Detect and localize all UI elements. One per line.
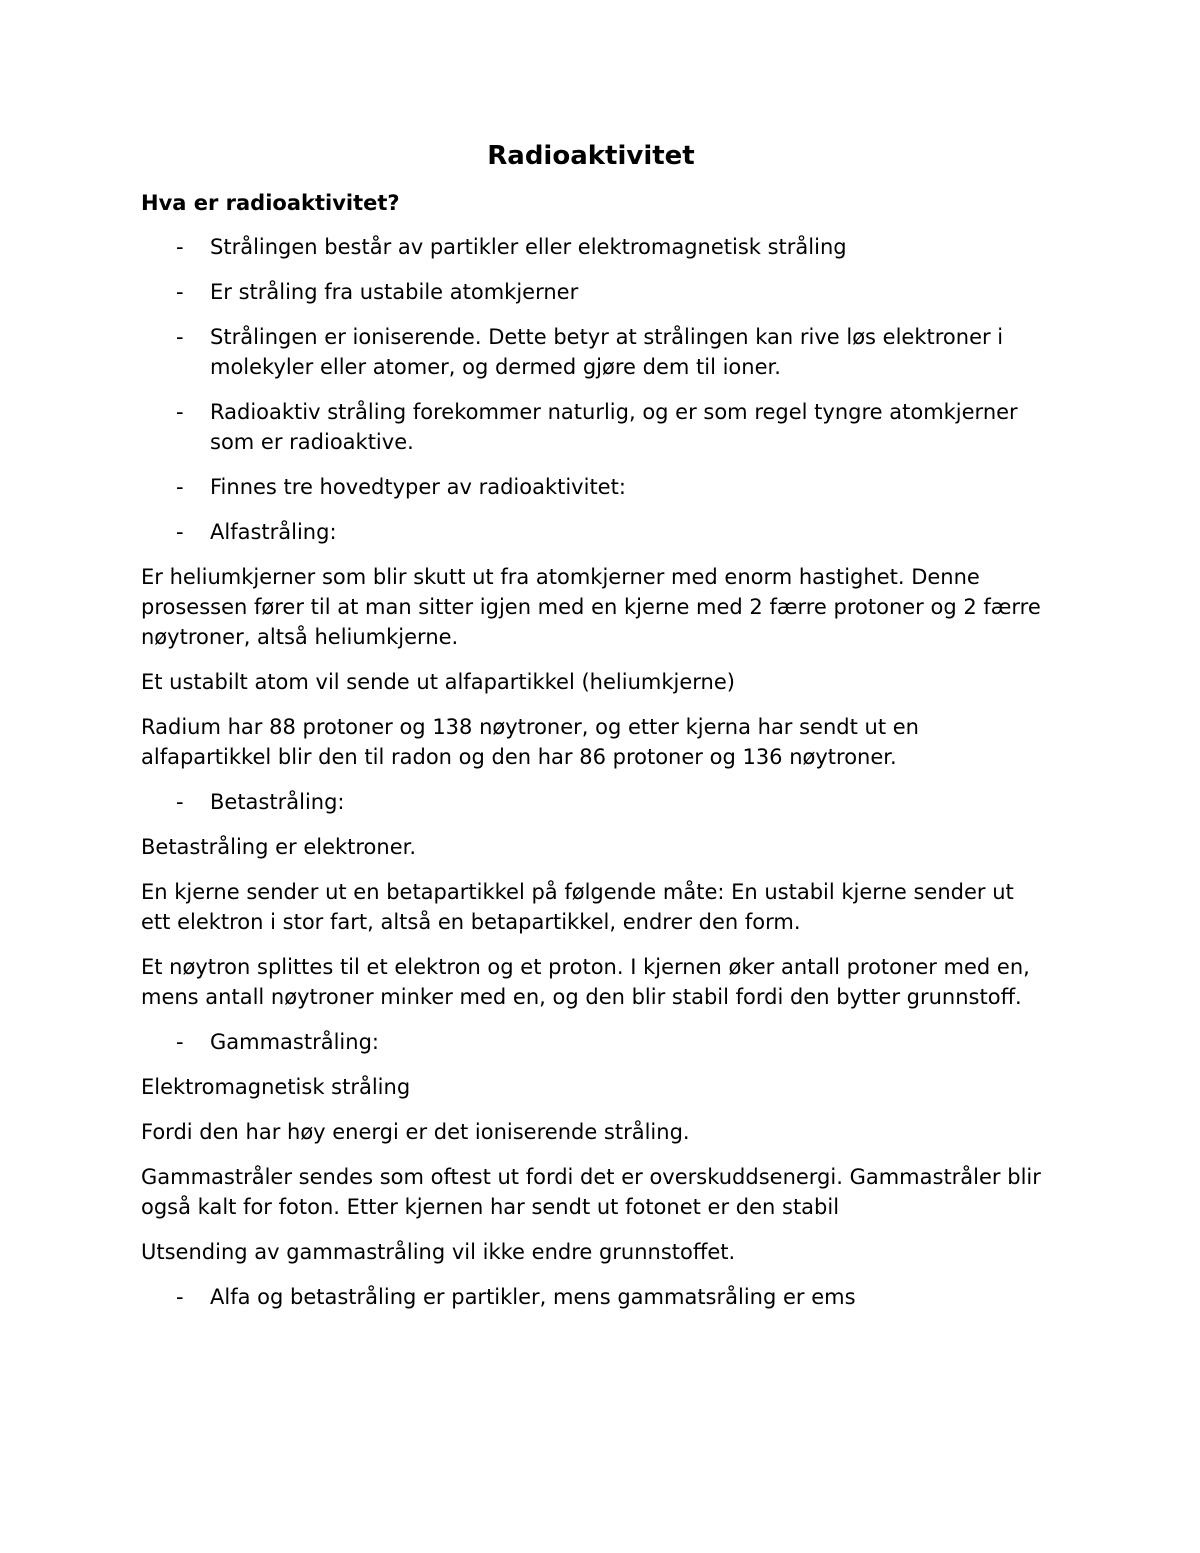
bullet-item	[141, 397, 1041, 457]
bullet-text: Alfastråling:	[210, 520, 337, 544]
bullet-marker: -	[176, 1030, 184, 1054]
bullet-item	[141, 1027, 1041, 1057]
paragraph: Elektromagnetisk stråling	[141, 1075, 411, 1099]
bullet-item	[141, 1282, 1041, 1312]
bullet-marker: -	[176, 400, 184, 424]
bullet-text: Strålingen er ioniserende. Dette betyr at strålingen kan rive løs elektroner i molekyler eller atomer, og dermed gjøre dem til ioner.	[210, 325, 1004, 379]
bullet-marker: -	[176, 790, 184, 814]
bullet-text: Gammastråling:	[210, 1030, 379, 1054]
bullet-item	[141, 232, 1041, 262]
bullet-text: Er stråling fra ustabile atomkjerner	[210, 280, 579, 304]
bullet-item	[141, 517, 1041, 547]
paragraph: En kjerne sender ut en betapartikkel på følgende måte: En ustabil kjerne sender ut ett elektron i stor fart, altså en betapartikkel, endrer den form.	[141, 880, 1014, 934]
bullet-marker: -	[176, 520, 184, 544]
paragraph: Gammastråler sendes som oftest ut fordi det er overskuddsenergi. Gammastråler blir også kalt for foton. Etter kjernen har sendt ut fotonet er den stabil	[141, 1165, 1041, 1219]
paragraph: Utsending av gammastråling vil ikke endre grunnstoffet.	[141, 1240, 736, 1264]
paragraph: Et nøytron splittes til et elektron og et proton. I kjernen øker antall protoner med en, mens antall nøytroner minker med en, og den blir stabil fordi den bytter grunnstoff.	[141, 955, 1030, 1009]
document-page	[141, 138, 1041, 1327]
bullet-marker: -	[176, 235, 184, 259]
paragraph: Et ustabilt atom vil sende ut alfapartikkel (heliumkjerne)	[141, 670, 735, 694]
bullet-marker: -	[176, 280, 184, 304]
bullet-item	[141, 787, 1041, 817]
bullet-text: Alfa og betastråling er partikler, mens gammatsråling er ems	[210, 1285, 856, 1309]
paragraph: Betastråling er elektroner.	[141, 835, 417, 859]
bullet-item	[141, 322, 1041, 382]
bullet-text: Betastråling:	[210, 790, 345, 814]
section-heading: Hva er radioaktivitet?	[141, 191, 400, 215]
bullet-item	[141, 277, 1041, 307]
bullet-marker: -	[176, 325, 184, 349]
bullet-marker: -	[176, 475, 184, 499]
bullet-text: Finnes tre hovedtyper av radioaktivitet:	[210, 475, 626, 499]
paragraph: Radium har 88 protoner og 138 nøytroner, og etter kjerna har sendt ut en alfapartikkel blir den til radon og den har 86 protoner og 136 nøytroner.	[141, 715, 919, 769]
bullet-text: Radioaktiv stråling forekommer naturlig, og er som regel tyngre atomkjerner som er radioaktive.	[210, 400, 1018, 454]
bullet-marker: -	[176, 1285, 184, 1309]
document-body	[141, 232, 1041, 1312]
bullet-item	[141, 472, 1041, 502]
document-title: Radioaktivitet	[487, 141, 695, 171]
paragraph: Er heliumkjerner som blir skutt ut fra atomkjerner med enorm hastighet. Denne prosessen fører til at man sitter igjen med en kjerne med 2 færre protoner og 2 færre nøytroner, altså heliumkjerne.	[141, 565, 1041, 649]
paragraph: Fordi den har høy energi er det ioniserende stråling.	[141, 1120, 690, 1144]
bullet-text: Strålingen består av partikler eller elektromagnetisk stråling	[210, 235, 847, 259]
